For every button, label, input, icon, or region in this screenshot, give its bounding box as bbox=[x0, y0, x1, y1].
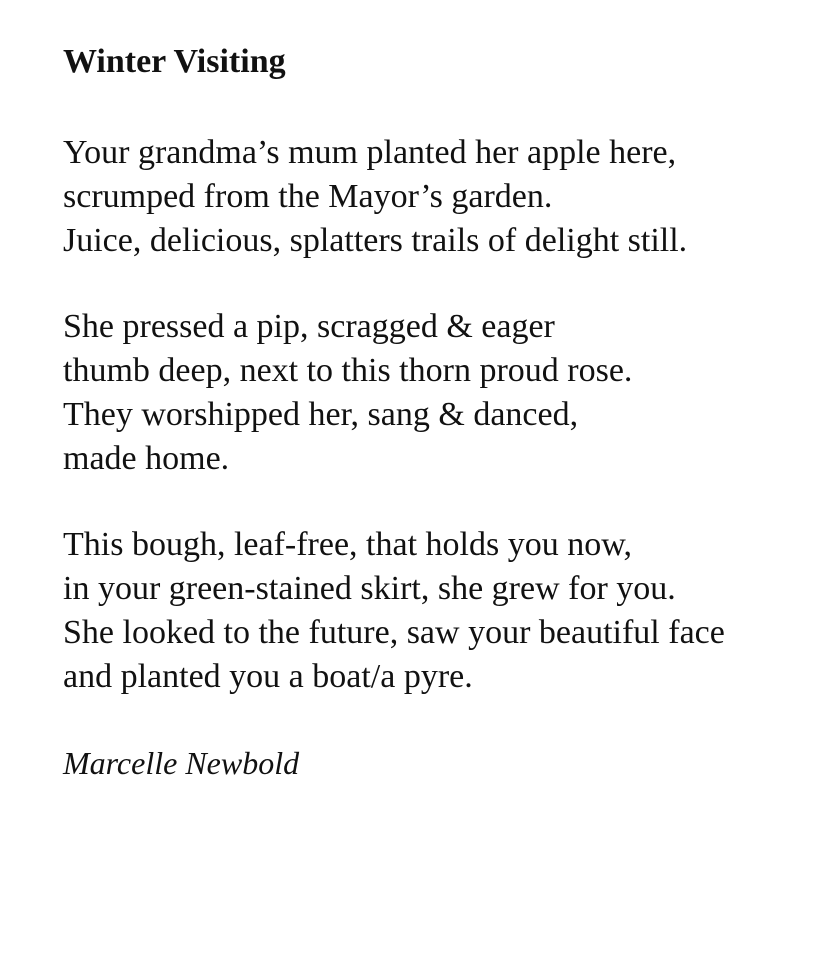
poem-author: Marcelle Newbold bbox=[63, 745, 300, 781]
poem-line: They worshipped her, sang & danced, bbox=[63, 396, 579, 433]
poem-line: thumb deep, next to this thorn proud rose. bbox=[63, 352, 633, 389]
poem-line: This bough, leaf-free, that holds you now, bbox=[63, 526, 633, 563]
poem-line: She pressed a pip, scragged & eager bbox=[63, 308, 555, 345]
poem-line: Juice, delicious, splatters trails of delight still. bbox=[63, 222, 688, 259]
poem-line: and planted you a boat/a pyre. bbox=[63, 658, 473, 695]
poem-line: She looked to the future, saw your beautiful face bbox=[63, 614, 725, 651]
poem-page bbox=[63, 40, 823, 785]
poem-line: in your green-stained skirt, she grew for you. bbox=[63, 570, 676, 607]
poem-line: made home. bbox=[63, 440, 230, 477]
poem-line: Your grandma’s mum planted her apple here, bbox=[63, 134, 677, 171]
stanza-1 bbox=[63, 131, 823, 263]
stanza-3 bbox=[63, 523, 823, 699]
stanza-2 bbox=[63, 305, 823, 481]
poem-line: scrumped from the Mayor’s garden. bbox=[63, 178, 553, 215]
poem-title: Winter Visiting bbox=[63, 43, 286, 80]
